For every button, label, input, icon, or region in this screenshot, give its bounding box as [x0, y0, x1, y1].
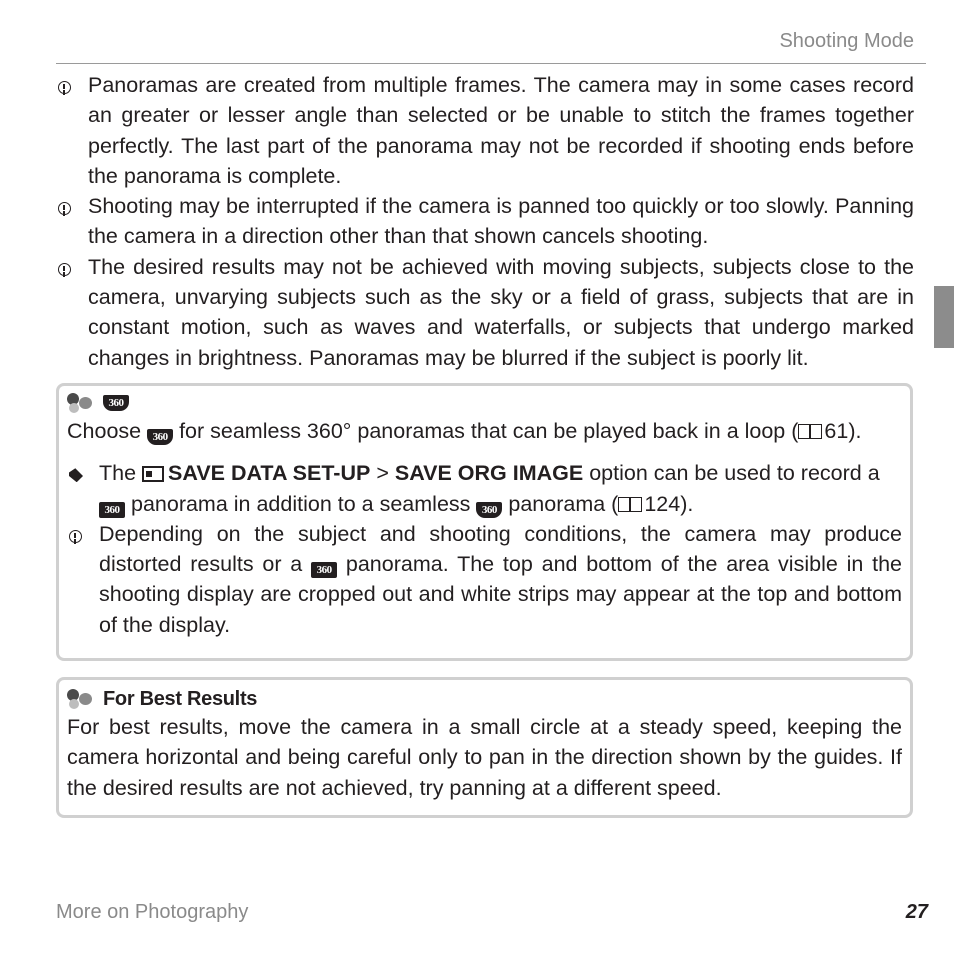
360-seamless-icon: 360 [103, 395, 129, 411]
box-title [67, 392, 902, 414]
caution-icon [58, 202, 71, 215]
360-seamless-icon: 360 [147, 429, 173, 445]
caution-list [56, 70, 914, 373]
best-results-box [56, 677, 913, 818]
box-intro: Choose 360 for seamless 360° panoramas that can be played back in a loop ( 61). [67, 419, 862, 443]
360-icon: 360 [99, 502, 125, 518]
page-number: 27 [905, 901, 928, 923]
seamless-360-box [56, 383, 913, 661]
page-reference-icon [618, 497, 642, 512]
caution-icon [69, 530, 82, 543]
hint-icon [67, 688, 97, 710]
note-icon [69, 468, 83, 482]
box-title-text: For Best Results [103, 688, 258, 710]
chapter-tab [934, 286, 954, 348]
note-item: The SAVE DATA SET-UP > SAVE ORG IMAGE option can be used to record a 360 panorama in addition to a seamless 360 panorama ( 124). [67, 458, 902, 519]
running-header: Shooting Mode [779, 30, 914, 52]
hint-icon [67, 392, 97, 414]
caution-item [56, 191, 914, 252]
caution-item [56, 252, 914, 373]
footer-section: More on Photography [56, 901, 249, 923]
caution-item: Depending on the subject and shooting conditions, the camera may produce distorted results or a 360 panorama. The top and bottom of the area visible in the shooting display are cropped out and white strips may appear at the top and bottom of the display. [67, 519, 902, 640]
caution-text: Panoramas are created from multiple frames. The camera may in some cases record an greater or lesser angle than selected or be unable to stitch the frames together perfectly. The last part of the panorama may not be recorded if shooting ends before the panorama is complete. [88, 73, 914, 188]
save-data-icon [142, 466, 164, 482]
menu-keyword: SAVE DATA SET-UP [168, 461, 371, 486]
caution-icon [58, 263, 71, 276]
page-reference-icon [798, 424, 822, 439]
box-title [67, 686, 902, 712]
box-body: For best results, move the camera in a small circle at a steady speed, keeping the camera horizontal and being careful only to pan in the direction shown by the guides. If the desired results are not achieved, try panning at a different speed. [67, 715, 902, 800]
caution-text: Shooting may be interrupted if the camera is panned too quickly or too slowly. Panning the camera in a direction other than that shown cancels shooting. [88, 194, 914, 249]
caution-icon [58, 81, 71, 94]
360-icon: 360 [311, 562, 337, 578]
caution-text: The desired results may not be achieved with moving subjects, subjects close to the camera, unvarying subjects such as the sky or a field of grass, subjects that are in constant motion, such as waves and waterfalls, or subjects that undergo marked changes in brightness. Panoramas may be blurred if the subject is poorly lit. [88, 254, 914, 370]
header-divider [56, 63, 926, 64]
menu-keyword: SAVE ORG IMAGE [394, 461, 584, 486]
360-seamless-icon: 360 [476, 502, 502, 518]
caution-item [56, 70, 914, 191]
